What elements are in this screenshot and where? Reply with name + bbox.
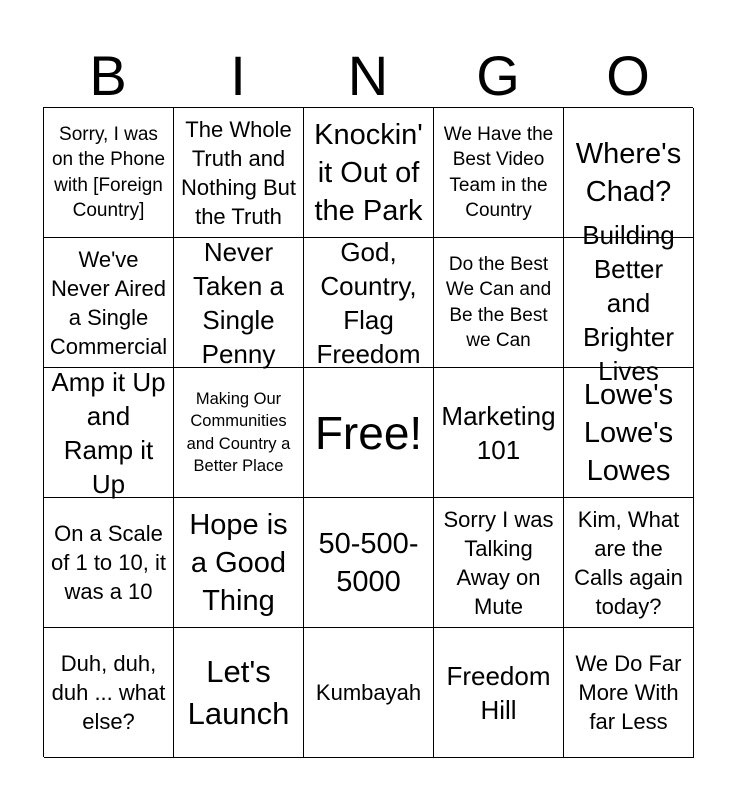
bingo-cell-g5[interactable]: Freedom Hill [434, 628, 564, 758]
bingo-cell-b5[interactable]: Duh, duh, duh ... what else? [44, 628, 174, 758]
bingo-cell-g2[interactable]: Do the Best We Can and Be the Best we Can [434, 238, 564, 368]
bingo-cell-i2[interactable]: Never Taken a Single Penny [174, 238, 304, 368]
bingo-cell-b2[interactable]: We've Never Aired a Single Commercial [44, 238, 174, 368]
bingo-cell-n5[interactable]: Kumbayah [304, 628, 434, 758]
bingo-cell-free[interactable]: Free! [304, 368, 434, 498]
bingo-cell-o1[interactable]: Where's Chad? [564, 108, 694, 238]
bingo-cell-g1[interactable]: We Have the Best Video Team in the Country [434, 108, 564, 238]
bingo-cell-o5[interactable]: We Do Far More With far Less [564, 628, 694, 758]
header-letter-i: I [230, 44, 246, 107]
header-letter-b: B [89, 44, 127, 107]
bingo-cell-b3[interactable]: Amp it Up and Ramp it Up [44, 368, 174, 498]
bingo-cell-i4[interactable]: Hope is a Good Thing [174, 498, 304, 628]
header-letter-o: O [606, 44, 650, 107]
bingo-cell-g3[interactable]: Marketing 101 [434, 368, 564, 498]
bingo-cell-o3[interactable]: Lowe's Lowe's Lowes [564, 368, 694, 498]
bingo-cell-i1[interactable]: The Whole Truth and Nothing But the Truth [174, 108, 304, 238]
header-letter-n: N [347, 44, 389, 107]
bingo-header [43, 44, 693, 108]
bingo-cell-n2[interactable]: God, Country, Flag Freedom [304, 238, 434, 368]
bingo-cell-b4[interactable]: On a Scale of 1 to 10, it was a 10 [44, 498, 174, 628]
bingo-cell-g4[interactable]: Sorry I was Talking Away on Mute [434, 498, 564, 628]
bingo-cell-i3[interactable]: Making Our Communities and Country a Better Place [174, 368, 304, 498]
bingo-cell-o2[interactable]: Building Better and Brighter Lives [564, 238, 694, 368]
bingo-card-grid [43, 107, 693, 757]
bingo-cell-n4[interactable]: 50-500-5000 [304, 498, 434, 628]
bingo-cell-i5[interactable]: Let's Launch [174, 628, 304, 758]
header-letter-g: G [476, 44, 520, 107]
bingo-cell-o4[interactable]: Kim, What are the Calls again today? [564, 498, 694, 628]
bingo-cell-n1[interactable]: Knockin' it Out of the Park [304, 108, 434, 238]
bingo-cell-b1[interactable]: Sorry, I was on the Phone with [Foreign Country] [44, 108, 174, 238]
